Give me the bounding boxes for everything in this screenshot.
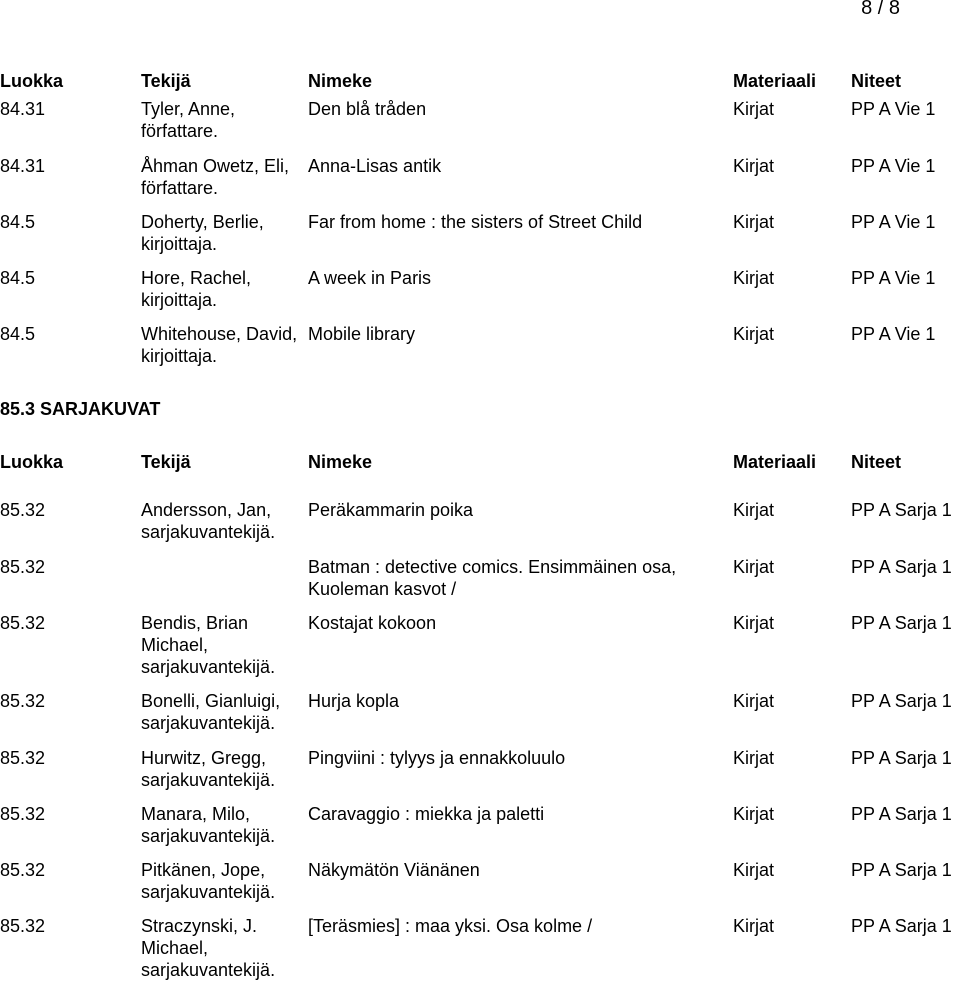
cell-tekija: Andersson, Jan, sarjakuvantekijä.	[141, 500, 276, 542]
section-title: 85.3 SARJAKUVAT	[0, 399, 161, 419]
cell-materiaali: Kirjat	[733, 324, 775, 344]
cell-tekija: Whitehouse, David, kirjoittaja.	[141, 324, 298, 366]
cell-tekija: Bonelli, Gianluigi, sarjakuvantekijä.	[141, 691, 281, 733]
table-row	[0, 323, 960, 367]
cell-niteet: PP A Sarja 1	[851, 500, 952, 520]
cell-tekija: Hurwitz, Gregg, sarjakuvantekijä.	[141, 748, 276, 790]
cell-tekija: Bendis, Brian Michael, sarjakuvantekijä.	[141, 613, 276, 677]
cell-luokka: 85.32	[0, 613, 46, 633]
cell-materiaali: Kirjat	[733, 268, 775, 288]
table-row	[0, 747, 960, 791]
header-niteet: Niteet	[851, 452, 902, 472]
cell-materiaali: Kirjat	[733, 212, 775, 232]
table-row	[0, 98, 960, 142]
cell-nimeke: Batman : detective comics. Ensimmäinen osa, Kuoleman kasvot /	[308, 557, 677, 599]
table-row	[0, 690, 960, 734]
cell-tekija: Åhman Owetz, Eli, författare.	[141, 156, 290, 198]
cell-niteet: PP A Sarja 1	[851, 613, 952, 633]
header-materiaali: Materiaali	[733, 71, 817, 91]
cell-niteet: PP A Sarja 1	[851, 557, 952, 577]
cell-nimeke: Den blå tråden	[308, 99, 427, 119]
header-niteet: Niteet	[851, 71, 902, 91]
cell-tekija: Hore, Rachel, kirjoittaja.	[141, 268, 252, 310]
cell-luokka: 84.5	[0, 212, 36, 232]
cell-niteet: PP A Sarja 1	[851, 916, 952, 936]
cell-materiaali: Kirjat	[733, 156, 775, 176]
cell-materiaali: Kirjat	[733, 916, 775, 936]
header-luokka: Luokka	[0, 452, 64, 472]
cell-niteet: PP A Vie 1	[851, 324, 936, 344]
table-row	[0, 859, 960, 903]
table-row	[0, 211, 960, 255]
cell-luokka: 84.31	[0, 156, 46, 176]
cell-nimeke: [Teräsmies] : maa yksi. Osa kolme /	[308, 916, 593, 936]
cell-tekija: Straczynski, J. Michael, sarjakuvantekijä.	[141, 916, 276, 980]
header-nimeke: Nimeke	[308, 71, 373, 91]
cell-materiaali: Kirjat	[733, 500, 775, 520]
cell-tekija: Manara, Milo, sarjakuvantekijä.	[141, 804, 276, 846]
table-header-1	[0, 70, 960, 92]
cell-tekija: Pitkänen, Jope, sarjakuvantekijä.	[141, 860, 276, 902]
cell-niteet: PP A Vie 1	[851, 212, 936, 232]
cell-luokka: 85.32	[0, 860, 46, 880]
header-nimeke: Nimeke	[308, 452, 373, 472]
header-luokka: Luokka	[0, 71, 64, 91]
cell-materiaali: Kirjat	[733, 860, 775, 880]
table-row	[0, 612, 960, 678]
table-row	[0, 803, 960, 847]
table-row	[0, 267, 960, 311]
cell-nimeke: Pingviini : tylyys ja ennakkoluulo	[308, 748, 566, 768]
cell-luokka: 85.32	[0, 748, 46, 768]
cell-materiaali: Kirjat	[733, 557, 775, 577]
cell-luokka: 85.32	[0, 557, 46, 577]
table-row	[0, 499, 960, 543]
cell-niteet: PP A Sarja 1	[851, 691, 952, 711]
cell-nimeke: A week in Paris	[308, 268, 432, 288]
cell-nimeke: Peräkammarin poika	[308, 500, 474, 520]
header-tekija: Tekijä	[141, 71, 191, 91]
cell-nimeke: Hurja kopla	[308, 691, 400, 711]
cell-luokka: 85.32	[0, 500, 46, 520]
cell-tekija: Doherty, Berlie, kirjoittaja.	[141, 212, 264, 254]
cell-niteet: PP A Sarja 1	[851, 804, 952, 824]
cell-materiaali: Kirjat	[733, 613, 775, 633]
cell-nimeke: Far from home : the sisters of Street Child	[308, 212, 643, 232]
cell-luokka: 85.32	[0, 691, 46, 711]
cell-nimeke: Anna-Lisas antik	[308, 156, 442, 176]
cell-nimeke: Caravaggio : miekka ja paletti	[308, 804, 545, 824]
cell-niteet: PP A Vie 1	[851, 99, 936, 119]
cell-materiaali: Kirjat	[733, 691, 775, 711]
cell-luokka: 84.5	[0, 324, 36, 344]
cell-materiaali: Kirjat	[733, 748, 775, 768]
cell-luokka: 85.32	[0, 916, 46, 936]
cell-niteet: PP A Vie 1	[851, 156, 936, 176]
cell-luokka: 84.5	[0, 268, 36, 288]
header-materiaali: Materiaali	[733, 452, 817, 472]
cell-luokka: 85.32	[0, 804, 46, 824]
cell-materiaali: Kirjat	[733, 804, 775, 824]
cell-nimeke: Kostajat kokoon	[308, 613, 437, 633]
cell-tekija: Tyler, Anne, författare.	[141, 99, 236, 141]
cell-nimeke: Mobile library	[308, 324, 416, 344]
cell-luokka: 84.31	[0, 99, 46, 119]
page-number: 8 / 8	[861, 0, 900, 19]
cell-niteet: PP A Sarja 1	[851, 860, 952, 880]
cell-niteet: PP A Sarja 1	[851, 748, 952, 768]
cell-niteet: PP A Vie 1	[851, 268, 936, 288]
table-row	[0, 915, 960, 981]
cell-materiaali: Kirjat	[733, 99, 775, 119]
header-tekija: Tekijä	[141, 452, 191, 472]
table-row	[0, 556, 960, 600]
cell-nimeke: Näkymätön Viänänen	[308, 860, 480, 880]
table-row	[0, 155, 960, 199]
table-header-2	[0, 451, 960, 473]
